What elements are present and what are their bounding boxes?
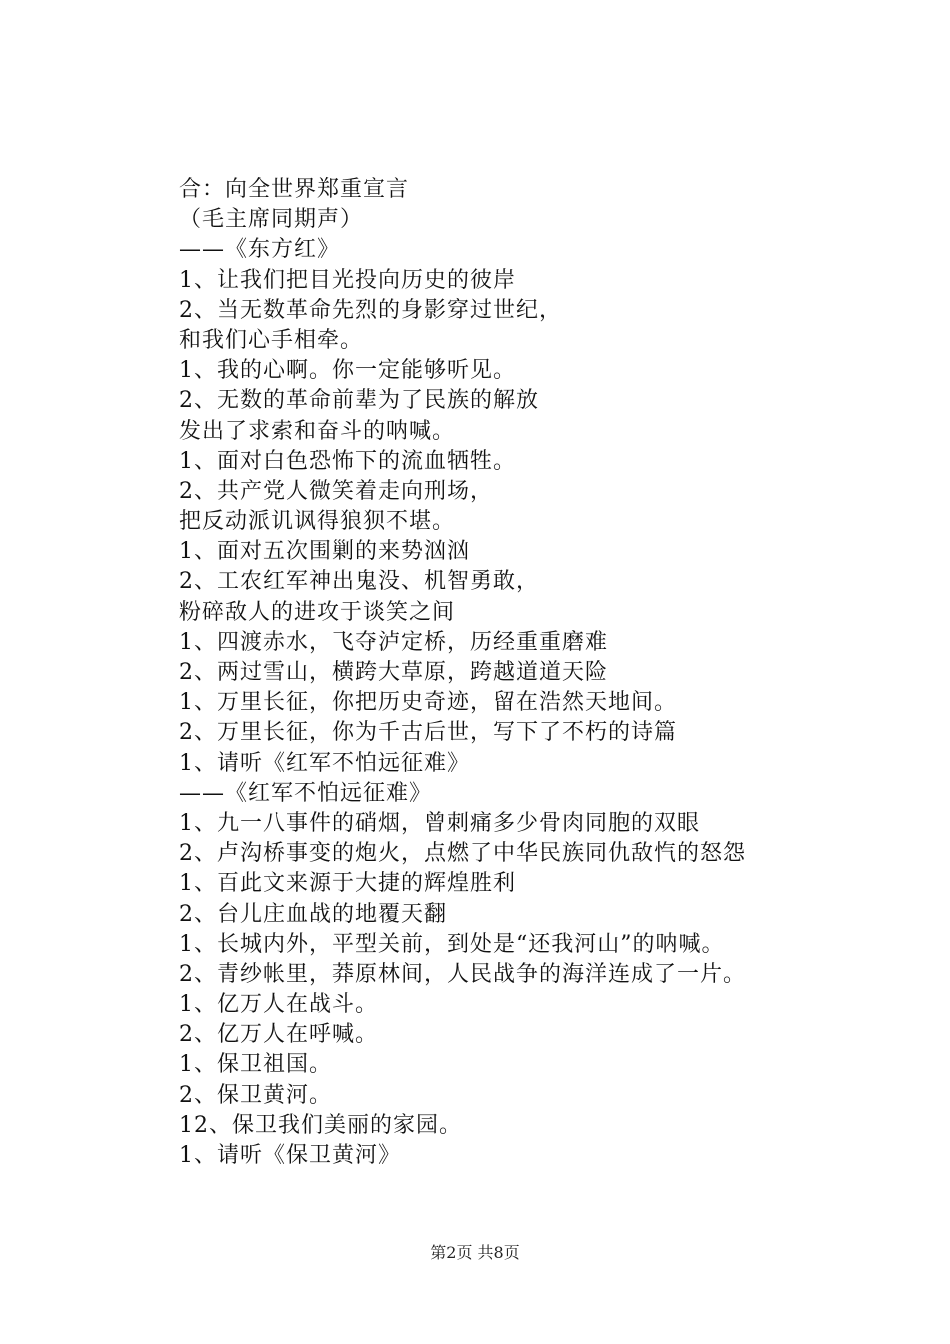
text-line: 2、两过雪山，横跨大草原，跨越道道天险 [179, 660, 608, 685]
text-line: 合：向全世界郑重宣言 [179, 177, 410, 202]
text-line: （毛主席同期声） [179, 207, 364, 233]
text-line: 1、请听《保卫黄河》 [179, 1143, 401, 1168]
text-line: 1、让我们把目光投向历史的彼岸 [179, 267, 516, 293]
text-line: 1、面对白色恐怖下的流血牺牲。 [179, 448, 516, 474]
text-line: 1、万里长征，你把历史奇迹，留在浩然天地间。 [179, 690, 677, 716]
text-line: 2、亿万人在呼喊。 [179, 1022, 378, 1048]
text-line: 2、无数的革命前辈为了民族的解放 [179, 388, 539, 414]
text-line: 把反动派讥讽得狼狈不堪。 [179, 509, 456, 535]
text-line: 粉碎敌人的进攻于谈笑之间 [179, 599, 456, 625]
text-line: 2、保卫黄河。 [179, 1082, 332, 1108]
text-line: 1、四渡赤水，飞夺泸定桥，历经重重磨难 [179, 629, 608, 655]
text-line: 2、当无数革命先烈的身影穿过世纪， [179, 297, 562, 323]
text-line: 和我们心手相牵。 [179, 327, 364, 353]
page-number-footer: 第2页 共8页 [430, 1243, 520, 1262]
document-body [179, 175, 919, 1171]
text-line: 2、台儿庄血战的地覆天翻 [179, 901, 447, 927]
text-line: 1、面对五次围剿的来势汹汹 [179, 539, 470, 565]
text-line: 发出了求索和奋斗的呐喊。 [179, 418, 456, 444]
text-line: 2、卢沟桥事变的炮火，点燃了中华民族同仇敌忾的怒怨 [179, 841, 746, 867]
text-line: 1、保卫祖国。 [179, 1052, 332, 1078]
text-line: 1、百此文来源于大捷的辉煌胜利 [179, 871, 516, 897]
text-line: 2、青纱帐里，莽原林间，人民战争的海洋连成了一片。 [179, 961, 746, 987]
text-line: 1、九一八事件的硝烟，曾刺痛多少骨肉同胞的双眼 [179, 810, 700, 836]
text-line: 2、共产党人微笑着走向刑场， [179, 478, 493, 504]
text-line: 2、万里长征，你为千古后世，写下了不朽的诗篇 [179, 720, 677, 746]
text-line: ——《东方红》 [179, 237, 341, 263]
text-line: 1、我的心啊。你一定能够听见。 [179, 358, 516, 384]
text-line: ——《红军不怕远征难》 [179, 780, 433, 806]
text-line: 1、请听《红军不怕远征难》 [179, 750, 470, 776]
text-line: 1、长城内外，平型关前，到处是“还我河山”的呐喊。 [179, 931, 725, 957]
text-line: 2、工农红军神出鬼没、机智勇敢， [179, 569, 539, 595]
text-line: 1、亿万人在战斗。 [179, 992, 378, 1018]
text-line: 12、保卫我们美丽的家园。 [179, 1112, 462, 1138]
